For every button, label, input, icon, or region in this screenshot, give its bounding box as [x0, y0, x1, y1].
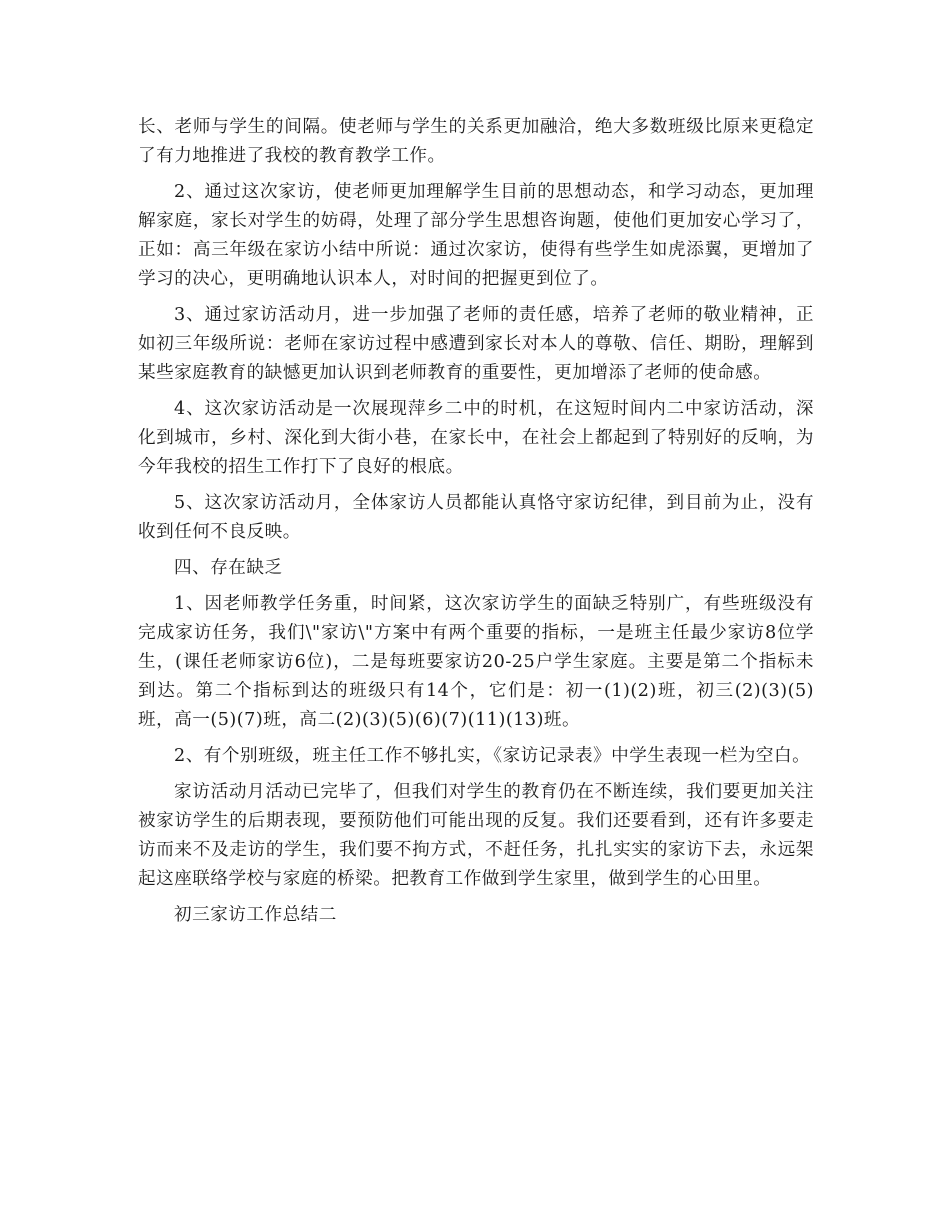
paragraph-conclusion: 家访活动月活动已完毕了，但我们对学生的教育仍在不断连续，我们要更加关注被家访学生的后期表现，要预防他们可能出现的反复。我们还要看到，还有许多要走访而来不及走访的学生，我们要不拘方式，不赶任务，扎扎实实的家访下去，永远架起这座联络学校与家庭的桥梁。把教育工作做到学生家里，做到学生的心田里。 — [138, 782, 814, 889]
paragraph-point-5: 5、这次家访活动月，全体家访人员都能认真恪守家访纪律，到目前为止，没有收到任何不良反映。 — [138, 493, 814, 542]
section-heading-shortcomings: 四、存在缺乏 — [174, 558, 283, 578]
paragraph-continuation: 长、老师与学生的间隔。使老师与学生的关系更加融洽，绝大多数班级比原来更稳定了有力地推进了我校的教育教学工作。 — [138, 117, 814, 166]
paragraph-shortcoming-2: 2、有个别班级，班主任工作不够扎实，《家访记录表》中学生表现一栏为空白。 — [174, 746, 811, 766]
document-body — [138, 113, 814, 930]
paragraph-shortcoming-1: 1、因老师教学任务重，时间紧，这次家访学生的面缺乏特别广，有些班级没有完成家访任务，我们\"家访\"方案中有两个重要的指标，一是班主任最少家访8位学生，(课任老师家访6位)，二是每班要家访20-25户学生家庭。主要是第二个指标未到达。第二个指标到达的班级只有14个，它们是：初一(1)(2)班，初三(2)(3)(5)班，高一(5)(7)班，高二(2)(3)(5)(6)(7)(11)(13)班。 — [138, 594, 814, 730]
paragraph-point-3: 3、通过家访活动月，进一步加强了老师的责任感，培养了老师的敬业精神，正如初三年级所说：老师在家访过程中感遭到家长对本人的尊敬、信任、期盼，理解到某些家庭教育的缺憾更加认识到老师教育的重要性，更加增添了老师的使命感。 — [138, 305, 814, 383]
section-heading-summary-two: 初三家访工作总结二 — [174, 905, 337, 925]
paragraph-point-4: 4、这次家访活动是一次展现萍乡二中的时机，在这短时间内二中家访活动，深化到城市，乡村、深化到大街小巷，在家长中，在社会上都起到了特别好的反响，为今年我校的招生工作打下了良好的根底。 — [138, 399, 814, 477]
paragraph-point-2: 2、通过这次家访，使老师更加理解学生目前的思想动态，和学习动态，更加理解家庭，家长对学生的妨碍，处理了部分学生思想咨询题，使他们更加安心学习了，正如：高三年级在家访小结中所说：通过次家访，使得有些学生如虎添翼，更增加了学习的决心，更明确地认识本人，对时间的把握更到位了。 — [138, 182, 814, 289]
